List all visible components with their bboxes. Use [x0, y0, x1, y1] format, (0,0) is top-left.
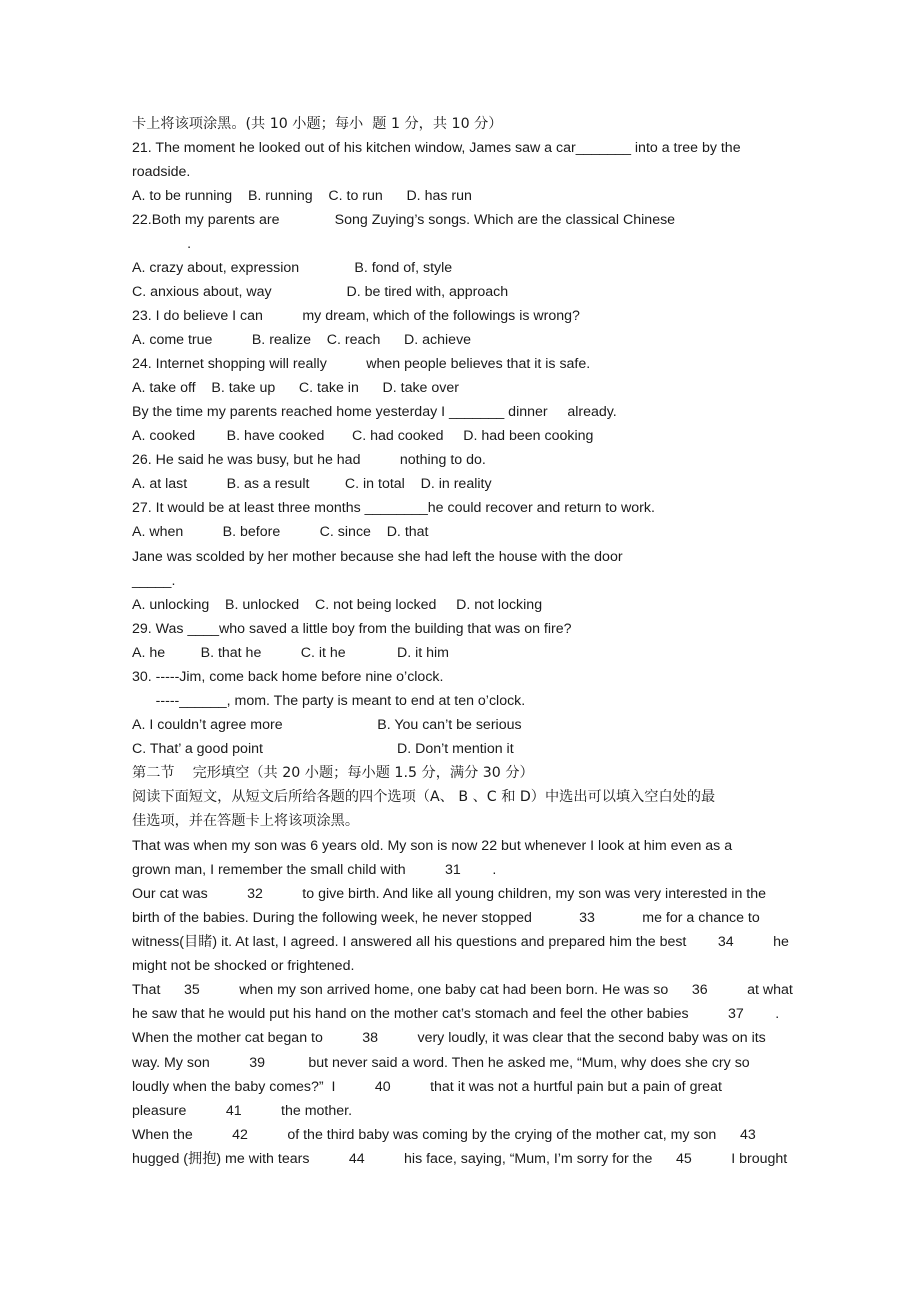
passage-line: grown man, I remember the small child with 31 . — [132, 862, 497, 878]
cloze-instruction: 阅读下面短文，从短文后所给各题的四个选项（A、 B 、C 和 D）中选出可以填入空白处的最 — [132, 789, 716, 805]
question-23: 23. I do believe I can my dream, which of the followings is wrong? — [132, 308, 580, 324]
question-24: 24. Internet shopping will really when people believes that it is safe. — [132, 356, 591, 372]
question-29: 29. Was ____who saved a little boy from the building that was on fire? — [132, 621, 572, 637]
question-28-cont: _____. — [132, 573, 176, 589]
question-22-cont: . — [132, 236, 192, 252]
section-instruction-tail: 卡上将该项涂黑。(共 10 小题；每小 题 1 分，共 10 分） — [132, 116, 503, 132]
passage-line: might not be shocked or frightened. — [132, 958, 355, 974]
options-30-ab: A. I couldn’t agree more B. You can’t be serious — [132, 717, 522, 733]
passage-line: That was when my son was 6 years old. My son is now 22 but whenever I look at him even as a — [132, 838, 733, 854]
passage-line: birth of the babies. During the following week, he never stopped 33 me for a chance to — [132, 910, 760, 926]
options-26: A. at last B. as a result C. in total D. in reality — [132, 476, 492, 492]
options-23: A. come true B. realize C. reach D. achieve — [132, 332, 472, 348]
options-25: A. cooked B. have cooked C. had cooked D. had been cooking — [132, 428, 594, 444]
passage-line: witness(目睹) it. At last, I agreed. I answered all his questions and prepared him the best 34 he — [132, 934, 789, 950]
question-25: By the time my parents reached home yesterday I _______ dinner already. — [132, 404, 617, 420]
passage-line: hugged (拥抱) me with tears 44 his face, saying, “Mum, I’m sorry for the 45 I brought — [132, 1151, 788, 1167]
passage-line: way. My son 39 but never said a word. Then he asked me, “Mum, why does she cry so — [132, 1055, 750, 1071]
question-21: 21. The moment he looked out of his kitchen window, James saw a car_______ into a tree by the — [132, 140, 741, 156]
passage-line: Our cat was 32 to give birth. And like all young children, my son was very interested in the — [132, 886, 767, 902]
question-27: 27. It would be at least three months ________he could recover and return to work. — [132, 500, 655, 516]
passage-line: loudly when the baby comes?” I 40 that it was not a hurtful pain but a pain of great — [132, 1079, 722, 1095]
section-heading-cloze: 第二节 完形填空（共 20 小题；每小题 1.5 分，满分 30 分） — [132, 765, 534, 781]
options-28: A. unlocking B. unlocked C. not being locked D. not locking — [132, 597, 543, 613]
options-30-cd: C. That’ a good point D. Don’t mention it — [132, 741, 514, 757]
question-21-cont: roadside. — [132, 164, 191, 180]
question-30: 30. -----Jim, come back home before nine o’clock. — [132, 669, 444, 685]
options-27: A. when B. before C. since D. that — [132, 524, 429, 540]
question-26: 26. He said he was busy, but he had nothing to do. — [132, 452, 486, 468]
passage-line: pleasure 41 the mother. — [132, 1103, 353, 1119]
question-28: Jane was scolded by her mother because she had left the house with the door — [132, 549, 623, 565]
options-22-ab: A. crazy about, expression B. fond of, style — [132, 260, 453, 276]
passage-line: That 35 when my son arrived home, one baby cat had been born. He was so 36 at what — [132, 982, 793, 998]
cloze-instruction-cont: 佳选项，并在答题卡上将该项涂黑。 — [132, 813, 360, 829]
options-22-cd: C. anxious about, way D. be tired with, approach — [132, 284, 509, 300]
options-21: A. to be running B. running C. to run D. has run — [132, 188, 472, 204]
passage-line: When the mother cat began to 38 very loudly, it was clear that the second baby was on its — [132, 1030, 766, 1046]
passage-line: When the 42 of the third baby was coming by the crying of the mother cat, my son 43 — [132, 1127, 756, 1143]
question-30-reply: -----______, mom. The party is meant to end at ten o’clock. — [132, 693, 526, 709]
options-24: A. take off B. take up C. take in D. take over — [132, 380, 459, 396]
question-22: 22.Both my parents are Song Zuying’s songs. Which are the classical Chinese — [132, 212, 676, 228]
options-29: A. he B. that he C. it he D. it him — [132, 645, 449, 661]
passage-line: he saw that he would put his hand on the mother cat’s stomach and feel the other babies 37 . — [132, 1006, 780, 1022]
